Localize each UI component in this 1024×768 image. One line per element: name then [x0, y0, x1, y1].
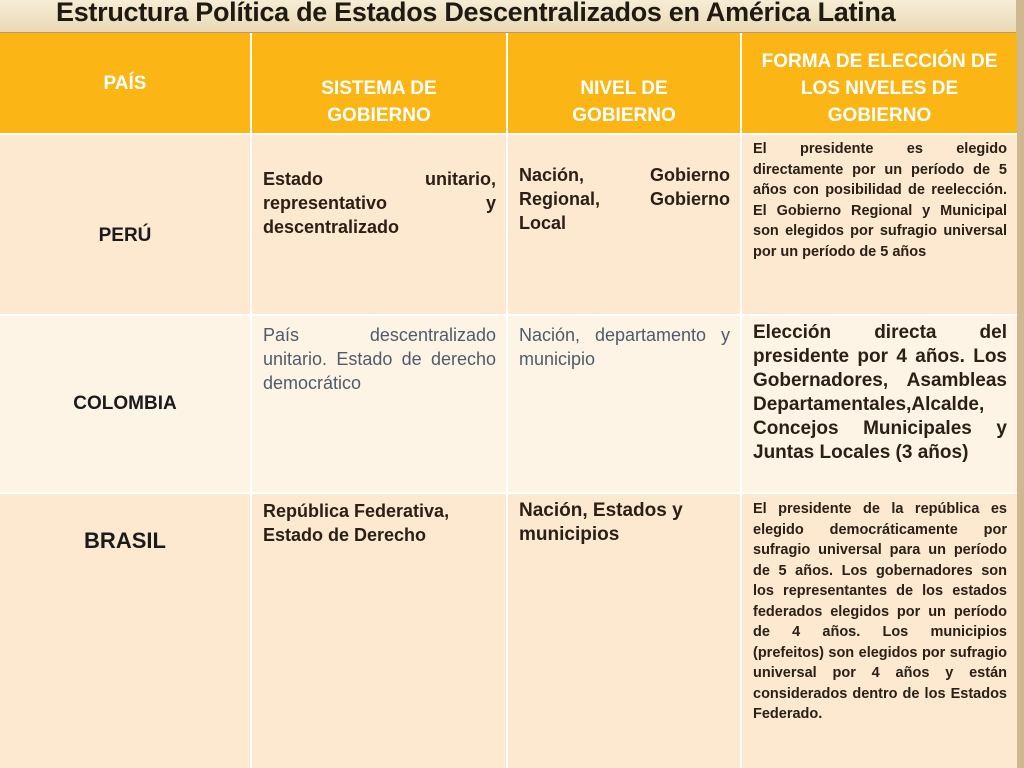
row-brasil-country: BRASIL [0, 494, 250, 768]
header-pais [0, 33, 250, 133]
row-colombia-nivel: Nación, departamento y municipio [508, 316, 740, 492]
row-brasil-sistema: República Federativa, Estado de Derecho [252, 494, 506, 768]
header-forma [742, 33, 1017, 133]
header-forma-label: FORMA DE ELECCIÓN DE LOS NIVELES DE GOBIERNO [761, 51, 998, 126]
header-nivel [508, 33, 740, 133]
grid-line [740, 33, 742, 768]
row-peru-nivel: Nación, Gobierno Regional, Gobierno Local [508, 135, 740, 314]
header-pais-label: PAÍS [103, 72, 147, 94]
row-colombia-country: COLOMBIA [0, 316, 250, 492]
grid-line [0, 314, 1017, 316]
row-peru-sistema: Estado unitario, representativo y descentralizado [252, 135, 506, 314]
header-sistema-label: SISTEMA DE GOBIERNO [321, 78, 437, 126]
row-colombia-sistema: País descentralizado unitario. Estado de derecho democrático [252, 316, 506, 492]
row-colombia-forma: Elección directa del presidente por 4 años. Los Gobernadores, Asambleas Departamentales,Alcalde, Concejos Municipales y Juntas Locales (3 años) [742, 316, 1017, 492]
grid-line [0, 133, 1017, 135]
grid-line [0, 492, 1017, 494]
row-peru-forma: El presidente es elegido directamente por un período de 5 años con posibilidad de reelección. El Gobierno Regional y Municipal son elegidos por sufragio universal por un período de 5 años [742, 135, 1017, 314]
row-peru-country: PERÚ [0, 135, 250, 314]
grid-line [250, 33, 252, 768]
slide-edge [1016, 0, 1024, 768]
grid-line [506, 33, 508, 768]
header-nivel-label: NIVEL DE GOBIERNO [572, 78, 676, 126]
slide-title: Estructura Política de Estados Descentralizados en América Latina [56, 0, 896, 27]
row-brasil-forma: El presidente de la república es elegido democráticamente por sufragio universal para un período de 5 años. Los gobernadores son los representantes de los estados federados elegidos por un período de 4 años. Los municipios (prefeitos) son elegidos por sufragio universal por 4 años y están considerados dentro de los Estados Federado. [742, 494, 1017, 768]
row-brasil-nivel: Nación, Estados y municipios [508, 494, 740, 768]
header-sistema [252, 33, 506, 133]
